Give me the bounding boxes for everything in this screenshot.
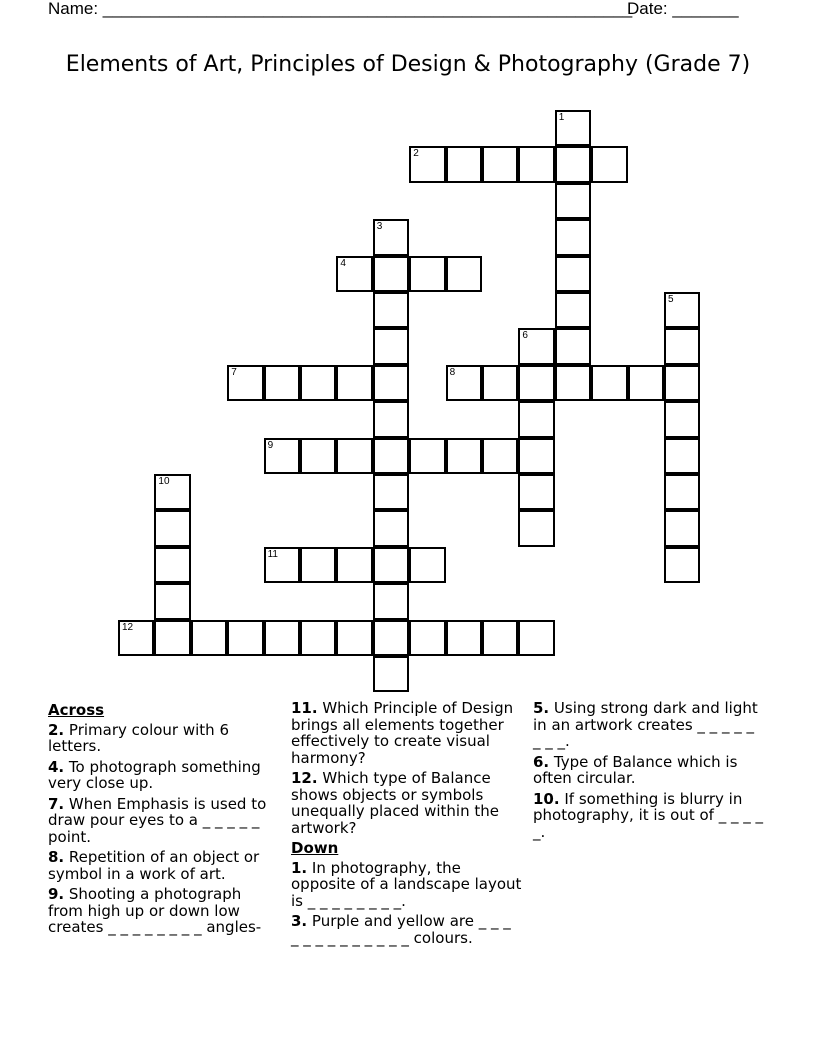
grid-cell[interactable] — [373, 219, 409, 255]
page-title: Elements of Art, Principles of Design & Photography (Grade 7) — [65, 52, 751, 77]
grid-cell[interactable] — [373, 656, 409, 692]
clue-number: 2. — [48, 720, 65, 739]
grid-cell[interactable] — [154, 474, 190, 510]
grid-cell[interactable] — [373, 438, 409, 474]
grid-cell[interactable] — [373, 547, 409, 583]
grid-cell[interactable] — [446, 146, 482, 182]
grid-cell[interactable] — [373, 474, 409, 510]
grid-cell[interactable] — [300, 365, 336, 401]
grid-cell[interactable] — [264, 365, 300, 401]
grid-cell[interactable] — [446, 438, 482, 474]
clue-text: To photograph something very close up. — [48, 757, 261, 792]
grid-cell[interactable] — [191, 620, 227, 656]
grid-cell[interactable] — [446, 365, 482, 401]
clue-number: 6. — [533, 752, 550, 771]
grid-cell[interactable] — [227, 365, 263, 401]
grid-cell[interactable] — [409, 438, 445, 474]
grid-cell[interactable] — [664, 510, 700, 546]
clue-number: 7. — [48, 794, 65, 813]
grid-cell[interactable] — [482, 620, 518, 656]
clue-number: 8. — [48, 848, 65, 866]
grid-cell[interactable] — [336, 620, 372, 656]
grid-cell[interactable] — [336, 438, 372, 474]
grid-cell[interactable] — [518, 474, 554, 510]
grid-cell[interactable] — [482, 146, 518, 182]
grid-cell[interactable] — [300, 620, 336, 656]
grid-cell[interactable] — [336, 547, 372, 583]
grid-cell[interactable] — [555, 292, 591, 328]
date-field[interactable]: Date: _______ — [627, 0, 739, 18]
cell-number: 2 — [413, 148, 419, 160]
clue-text: Primary colour with 6 letters. — [48, 720, 229, 755]
grid-cell[interactable] — [409, 547, 445, 583]
cell-number: 9 — [267, 439, 274, 451]
grid-cell[interactable] — [518, 146, 554, 182]
grid-cell[interactable] — [518, 401, 554, 437]
cell-number: 8 — [449, 366, 456, 378]
grid-cell[interactable] — [664, 401, 700, 437]
grid-cell[interactable] — [154, 583, 190, 619]
grid-cell[interactable] — [555, 110, 591, 146]
grid-cell[interactable] — [336, 365, 372, 401]
grid-cell[interactable] — [373, 401, 409, 437]
grid-cell[interactable] — [518, 328, 554, 364]
grid-cell[interactable] — [264, 620, 300, 656]
clue-across-2 — [48, 722, 280, 755]
clue-text: Purple and yellow are _ _ _ _ _ _ _ _ _ _ _ _ _ colours. — [291, 912, 511, 947]
grid-cell[interactable] — [336, 256, 372, 292]
clues-column-1 — [48, 700, 280, 940]
clues-column-2 — [291, 700, 523, 950]
grid-cell[interactable] — [409, 620, 445, 656]
grid-cell[interactable] — [373, 510, 409, 546]
cell-number: 12 — [122, 621, 134, 633]
clue-text: Type of Balance which is often circular. — [533, 752, 738, 787]
clue-down-6 — [533, 754, 765, 787]
clue-across-8 — [48, 849, 280, 882]
clue-text: Shooting a photograph from high up or down low creates _ _ _ _ _ _ _ _ angles- — [48, 885, 262, 936]
grid-cell[interactable] — [373, 256, 409, 292]
clue-text: Which type of Balance shows objects or symbols unequally placed within the artwork? — [291, 769, 499, 837]
grid-cell[interactable] — [555, 328, 591, 364]
cell-number: 3 — [376, 221, 383, 233]
grid-cell[interactable] — [555, 256, 591, 292]
across-heading: Across — [48, 701, 105, 719]
grid-cell[interactable] — [409, 146, 445, 182]
clue-across-4 — [48, 759, 280, 792]
clue-down-3 — [291, 913, 523, 946]
cell-number: 7 — [231, 366, 237, 378]
grid-cell[interactable] — [664, 474, 700, 510]
grid-cell[interactable] — [446, 256, 482, 292]
clue-down-1 — [291, 860, 523, 910]
grid-cell[interactable] — [446, 620, 482, 656]
grid-cell[interactable] — [482, 365, 518, 401]
clue-text: Repetition of an object or symbol in a work of art. — [48, 848, 260, 883]
clue-number: 9. — [48, 885, 65, 903]
grid-cell[interactable] — [555, 365, 591, 401]
name-field[interactable]: Name: ________________________________________________________ — [48, 0, 633, 18]
grid-cell[interactable] — [300, 438, 336, 474]
cell-number: 6 — [522, 330, 528, 342]
grid-cell[interactable] — [409, 256, 445, 292]
grid-cell[interactable] — [264, 438, 300, 474]
grid-cell[interactable] — [373, 583, 409, 619]
clue-number: 12. — [291, 769, 318, 787]
clue-across-7 — [48, 796, 280, 846]
grid-cell[interactable] — [373, 292, 409, 328]
grid-cell[interactable] — [591, 365, 627, 401]
clue-across-11 — [291, 700, 523, 766]
grid-cell[interactable] — [154, 547, 190, 583]
clue-down-5 — [533, 700, 765, 750]
clue-text: Using strong dark and light in an artwork creates _ _ _ _ _ _ _ _. — [533, 699, 758, 750]
grid-cell[interactable] — [154, 510, 190, 546]
clue-number: 3. — [291, 912, 308, 930]
grid-cell[interactable] — [628, 365, 664, 401]
clue-across-12 — [291, 770, 523, 836]
clue-text: When Emphasis is used to draw pour eyes to a _ _ _ _ _ point. — [48, 794, 267, 846]
grid-cell[interactable] — [664, 292, 700, 328]
clues-column-3 — [533, 700, 765, 844]
grid-cell[interactable] — [518, 438, 554, 474]
clue-across-9 — [48, 886, 280, 936]
grid-cell[interactable] — [555, 183, 591, 219]
grid-cell[interactable] — [555, 219, 591, 255]
grid-cell[interactable] — [373, 328, 409, 364]
grid-cell[interactable] — [373, 620, 409, 656]
grid-cell[interactable] — [664, 438, 700, 474]
grid-cell[interactable] — [227, 620, 263, 656]
grid-cell[interactable] — [664, 547, 700, 583]
clue-text: If something is blurry in photography, it is out of _ _ _ _ _. — [533, 789, 764, 841]
grid-cell[interactable] — [664, 328, 700, 364]
clue-number: 11. — [291, 699, 318, 717]
grid-cell[interactable] — [518, 365, 554, 401]
grid-cell[interactable] — [555, 146, 591, 182]
grid-cell[interactable] — [518, 510, 554, 546]
clue-number: 1. — [291, 858, 308, 877]
cell-number: 4 — [340, 257, 346, 269]
grid-cell[interactable] — [264, 547, 300, 583]
grid-cell[interactable] — [518, 620, 554, 656]
grid-cell[interactable] — [154, 620, 190, 656]
grid-cell[interactable] — [300, 547, 336, 583]
cell-number: 1 — [558, 112, 565, 123]
clue-number: 10. — [533, 789, 560, 808]
grid-cell[interactable] — [664, 365, 700, 401]
clue-text: In photography, the opposite of a landscape layout is _ _ _ _ _ _ _ _. — [291, 858, 522, 910]
grid-cell[interactable] — [591, 146, 627, 182]
clue-down-10 — [533, 791, 765, 841]
grid-cell[interactable] — [118, 620, 154, 656]
clue-number: 5. — [533, 699, 550, 717]
cell-number: 10 — [158, 476, 170, 487]
cell-number: 5 — [668, 294, 674, 305]
clue-text: Which Principle of Design brings all elements together effectively to create visual harmony? — [291, 699, 514, 767]
down-heading: Down — [291, 839, 339, 857]
grid-cell[interactable] — [482, 438, 518, 474]
grid-cell[interactable] — [373, 365, 409, 401]
cell-number: 11 — [267, 548, 278, 560]
clue-number: 4. — [48, 757, 65, 776]
